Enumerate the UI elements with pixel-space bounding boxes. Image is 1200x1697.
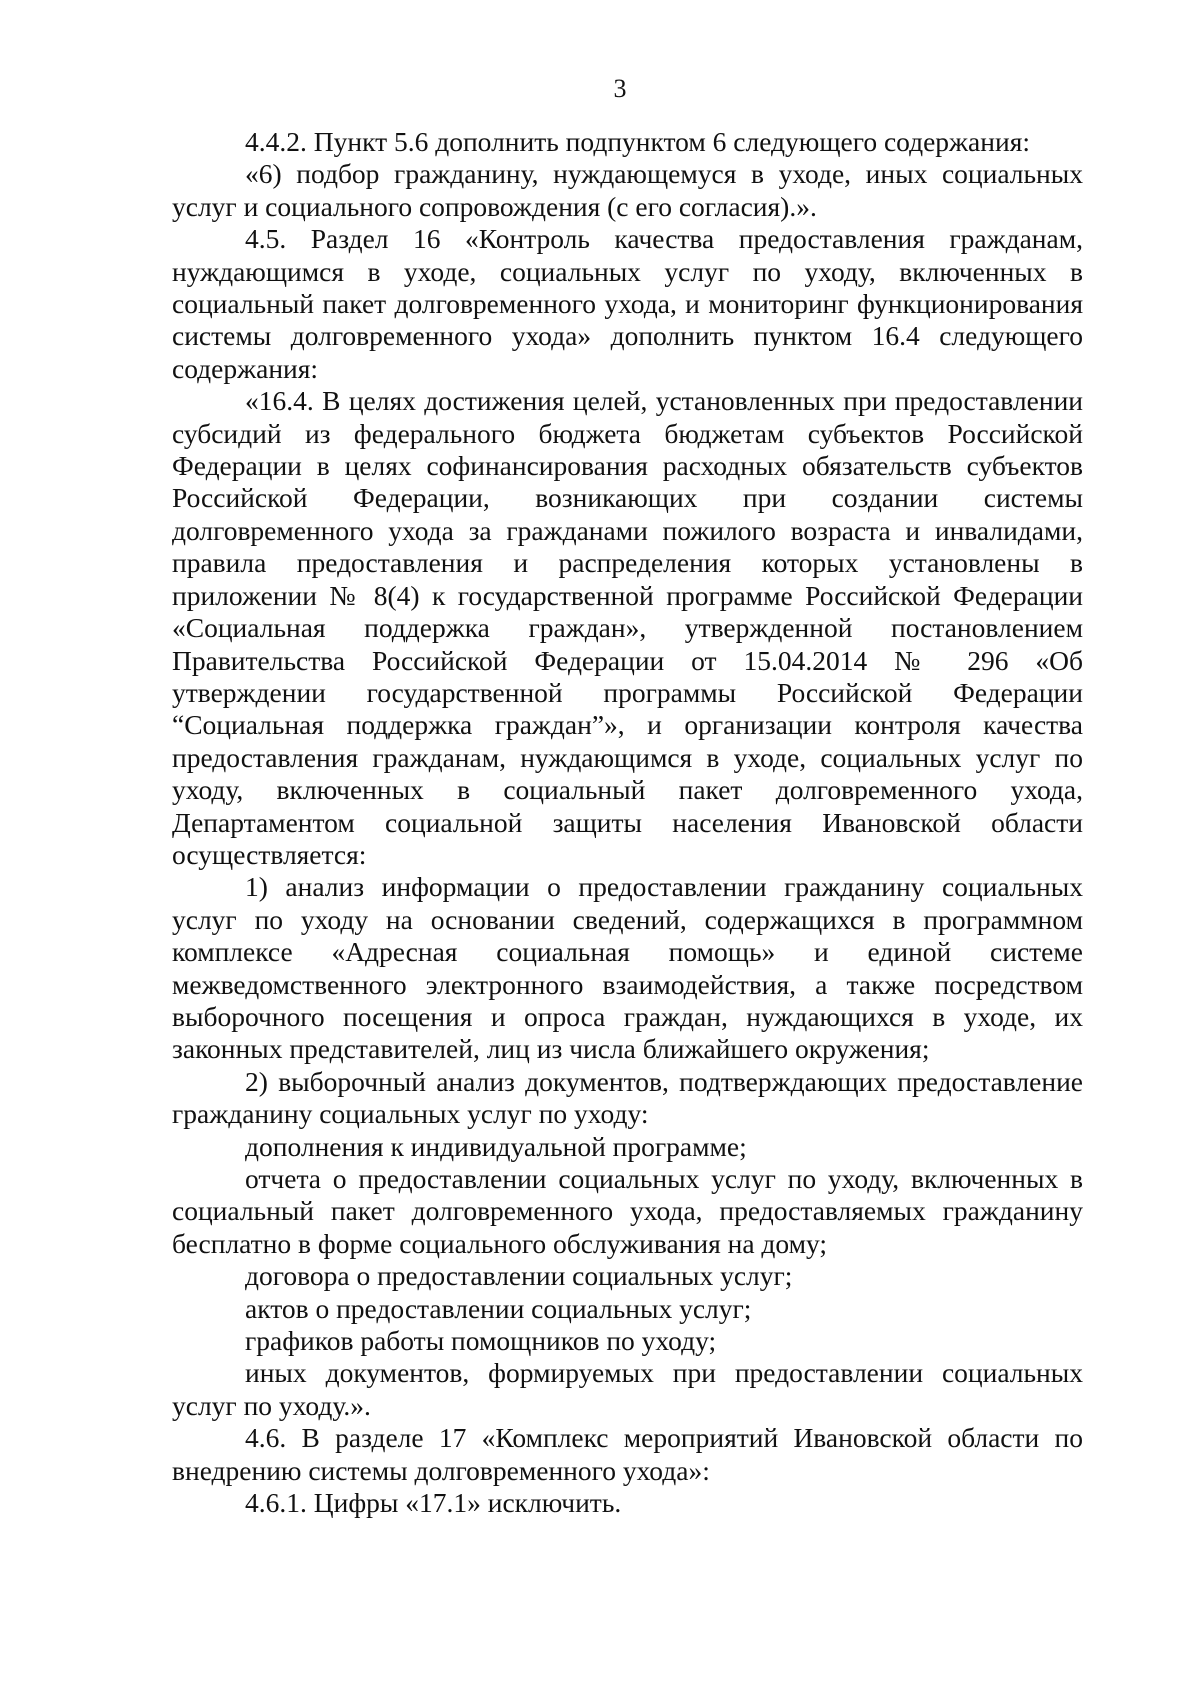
- list-item-program-supplement: дополнения к индивидуальной программе;: [245, 1130, 747, 1162]
- paragraph-16-4: «16.4. В целях достижения целей, установленных при предоставлении субсидий из федерального бюджета бюджетам субъектов Российской Федерации в целях софинансирования расходных обязательств субъектов Российской Федерации, возникающих при создании системы долговременного ухода за гражданами пожилого возраста и инвалидами, правила предоставления и распределения которых установлены в приложении № 8(4) к государственной программе Российской Федерации «Социальная поддержка граждан», утвержденной постановлением Правительства Российской Федерации от 15.04.2014 № 296 «Об утверждении государственной программы Российской Федерации “Социальная поддержка граждан”», и организации контроля качества предоставления гражданам, нуждающимся в уходе, социальных услуг по уходу, включенных в социальный пакет долговременного ухода, Департаментом социальной защиты населения Ивановской области осуществляется:: [172, 385, 1083, 870]
- page-number: 3: [613, 74, 627, 103]
- list-item-acts: актов о предоставлении социальных услуг;: [245, 1292, 752, 1324]
- paragraph-item-1: 1) анализ информации о предоставлении гражданину социальных услуг по уходу на основании сведений, содержащихся в программном комплексе «Адресная социальная помощь» и единой системе межведомственного электронного взаимодействия, а также посредством выборочного посещения и опроса граждан, нуждающихся в уходе, их законных представителей, лиц из числа ближайшего окружения;: [172, 871, 1083, 1065]
- document-body: [172, 126, 1083, 1519]
- paragraph-4-4-2: 4.4.2. Пункт 5.6 дополнить подпунктом 6 следующего содержания:: [245, 126, 1030, 157]
- paragraph-4-6: 4.6. В разделе 17 «Комплекс мероприятий Ивановской области по внедрению системы долговременного ухода»:: [172, 1422, 1083, 1486]
- paragraph-4-6-1: 4.6.1. Цифры «17.1» исключить.: [245, 1487, 622, 1519]
- paragraph-subitem-6: «6) подбор гражданину, нуждающемуся в уходе, иных социальных услуг и социального сопровождения (с его согласия).».: [172, 158, 1083, 222]
- list-item-other-documents: иных документов, формируемых при предоставлении социальных услуг по уходу.».: [172, 1357, 1083, 1421]
- list-item-schedules: графиков работы помощников по уходу;: [245, 1325, 717, 1357]
- list-item-contract: договора о предоставлении социальных услуг;: [245, 1260, 793, 1292]
- list-item-report: отчета о предоставлении социальных услуг по уходу, включенных в социальный пакет долговременного ухода, предоставляемых гражданину бесплатно в форме социального обслуживания на дому;: [172, 1163, 1083, 1259]
- paragraph-item-2: 2) выборочный анализ документов, подтверждающих предоставление гражданину социальных услуг по уходу:: [172, 1065, 1083, 1130]
- paragraph-4-5: 4.5. Раздел 16 «Контроль качества предоставления гражданам, нуждающимся в уходе, социальных услуг по уходу, включенных в социальный пакет долговременного ухода, и мониторинг функционирования системы долговременного ухода» дополнить пунктом 16.4 следующего содержания:: [172, 223, 1083, 384]
